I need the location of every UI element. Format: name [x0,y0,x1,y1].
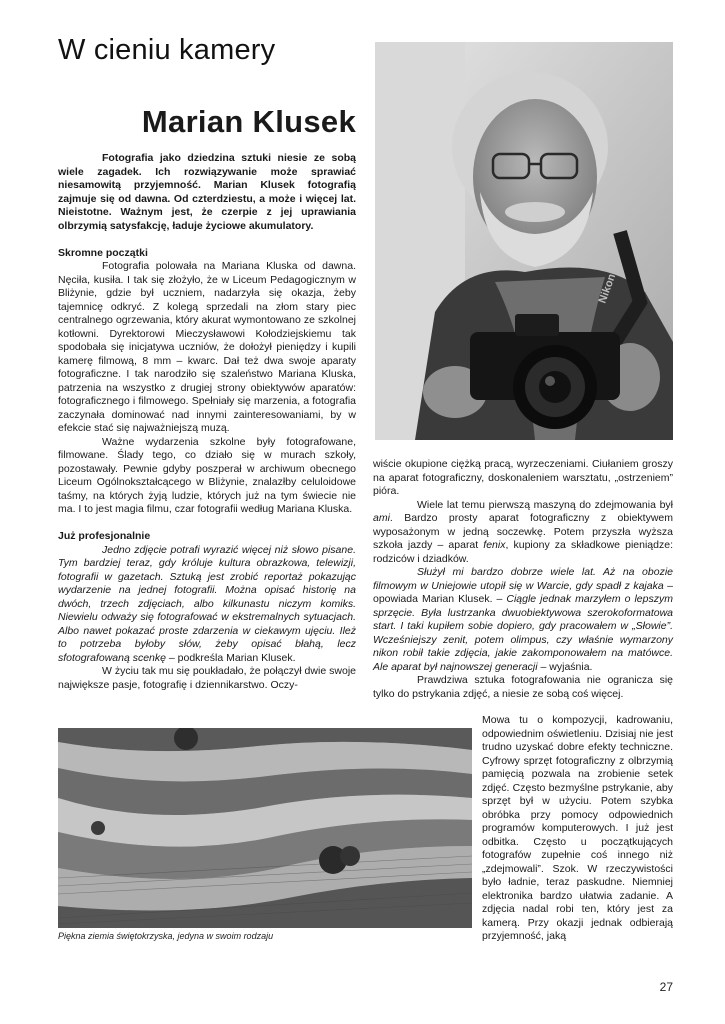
text-run: . Bardzo prosty aparat fotograficzny z obiektywem wyposażonym w jedną soczewkę. Potem przyszła wyższa szkoła jazdy – aparat [373,512,673,551]
paragraph-continued: wiście okupione ciężką pracą, wyrzeczeniami. Ciułaniem groszy na aparat fotograficzny, doskonaleniem warsztatu, „ostrzeniem” pióra. [373,458,673,497]
quote-text: Służył mi bardzo dobrze wiele lat. Aż na obozie filmowym w Uniejowie utopił się w Warcie, gdy spadł z kajaka [373,566,673,592]
landscape-photo [58,728,472,928]
paragraph: Fotografia polowała na Mariana Kluska od dawna. Nęciła, kusiła. I tak się złożyło, że w Liceum Pedagogicznym w Bliżynie, gdzie był uczniem, nadarzyła się okazja, żeby tajemnicę odkryć. Z kolegą sprzedali na złom stary piec centralnego ogrzewania, który akurat wymontowano ze szkolnej kotłowni. Dyrektorowi Mieczysławowi Kołodziejskiemu tak spodobała się inicjatywa uczniów, że dołożył pieniędzy i kupili kamerę filmową, 8 mm – kwarc. Dał też dwa swoje aparaty fotograficzne. I tak narodziło się szaleństwo Mariana Kluska, patrzenia na wszystko z drugiej strony obiektywów aparatów: fotograficznego i filmowego. Spełniały się marzenia, a fotografia zaczynała dominować nad innymi zainteresowaniami, by w efekcie stać się najważniejszą muzą. [58,260,356,434]
subheading-skromne-poczatki: Skromne początki [58,246,148,259]
quote-text: Jedno zdjęcie potrafi wyrazić więcej niż słowo pisane. Tym bardziej teraz, gdy króluje kultura obrazkowa, telewizji, fotografii w gazetach. Sztuką jest zrobić reportaż pokazując wydarzenie na jednej fotografii. Można opisać historię na dwóch, trzech zdjęciach, albo kilkunastu niczym komiks. Niewielu odważy się fotografować w ekstremalnych sytuacjach. Albo nawet pokazać proste zdarzenia w ciekawym ujęciu. Ileż to potrzeba byłoby słów, żeby opisać błahą, lecz sfotografowaną scenkę [58,543,356,664]
paragraph: W życiu tak mu się poukładało, że połączył dwie swoje największe pasje, fotografię i dziennikarstwo. Oczy- [58,665,356,691]
camera-brand-label: Nikon [596,272,619,306]
quote-text: Ciągle jednak marzyłem o lepszym sprzęcie. Była lustrzanka dwuobiektywowa szerokoformatowa start. I taki kupiłem sobie dopiero, gdy pracowałem w „Słowie”. Wcześniejszy zenit, potem olimpus, czy właśnie wymarzony nikon robił takie zdjęcia, jakie zakomponowałem na matówce. Ale aparat był najnowszej generacji [373,593,673,673]
paragraph [373,499,673,567]
portrait-illustration [375,42,673,440]
section-title: W cieniu kamery [58,34,276,66]
paragraph: Ważne wydarzenia szkolne były fotografowane, filmowane. Ślady tego, co działo się w murach szkoły, pozostawały. Pewnie gdyby poszperał w archiwum obecnego Liceum Ogólnokształcącego w Bliżynie, znalazłby celuloidowe taśmy, na których żyją ludzie, których już na tym świecie nie ma. I to jest magia filmu, czar fotografii według Mariana Kluska. [58,435,356,515]
landscape-illustration [58,728,472,928]
page-number: 27 [659,980,673,994]
subheading-juz-profesjonalnie: Już profesjonalnie [58,530,151,542]
author-name: Marian Klusek [141,104,356,139]
attribution: – opowiada Marian Klusek. – [373,579,673,605]
article-column-right [373,458,673,701]
article-lead: Fotografia jako dziedzina sztuki niesie ze sobą wiele zagadek. Ich rozwiązywanie może sprawiać niesamowitą przyjemność. Marian Klusek fotografią zajmuje się od dawna. Od czterdziestu, a może i więcej lat. Nieistotne. Ważnym jest, że czerpie z jej uprawiania olbrzymią satysfakcję, ładuje życiowe akumulatory. [58,152,356,232]
camera-name: fenix [483,539,506,551]
text-run: , kupiony za składkowe pieniądze: rodziców i dziadków. [373,539,673,565]
paragraph-continued: Mowa tu o kompozycji, kadrowaniu, odpowiednim oświetleniu. Dzisiaj nie jest trudno uzyskać dobre efekty techniczne. Cyfrowy sprzęt fotograficzny z olbrzymią pamięcią pozwala na zrobienie setek zdjęć. Często bezmyślne pstrykanie, aby sprzęt był w użyciu. Potem szybka obróbka przy pomocy odpowiednich programów komputerowych. I już jest odbitka. Często u początkujących fotografów zupełnie coś innego niż „zdejmowali”. Szok. W rzeczywistości było ładnie, teraz paskudne. Niemniej elektronika bardzo ułatwia zadanie. A zdjęcia nadal robi ten, który jest za kamerą. Przy okazji jednak odbierają przyjemność, jaką [482,714,673,942]
camera-name: ami [373,512,390,524]
paragraph-quote [373,566,673,674]
photo-caption: Piękna ziemia świętokrzyska, jedyna w swoim rodzaju [58,931,274,941]
text-run: Wiele lat temu pierwszą maszyną do zdejmowania był [417,498,673,511]
attribution: – wyjaśnia. [537,660,593,673]
article-column-wrap [482,714,673,944]
attribution: – podkreśla Marian Klusek. [165,651,296,664]
paragraph-quote [58,544,356,666]
portrait-photo [375,42,673,440]
article-column-left [58,152,356,692]
paragraph: Prawdziwa sztuka fotografowania nie ogranicza się tylko do pstrykania zdjęć, a niesie ze sobą coś więcej. [373,674,673,700]
